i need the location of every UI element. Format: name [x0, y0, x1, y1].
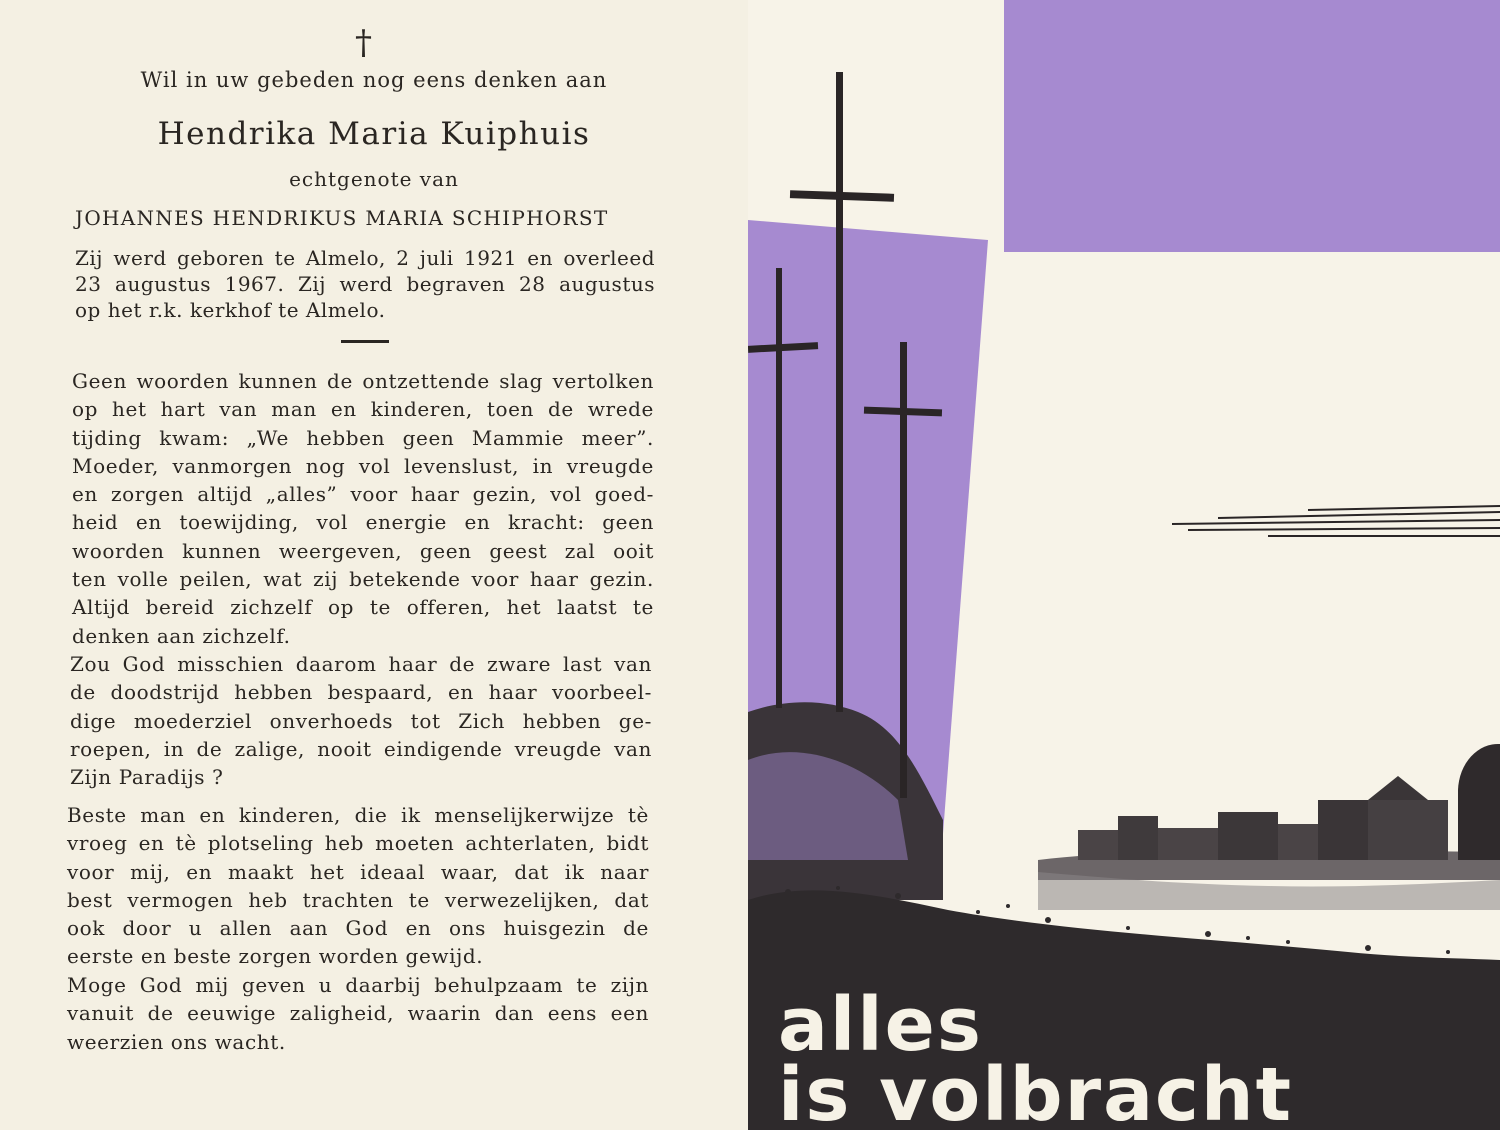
text-line: weerzien ons wacht. — [67, 1029, 286, 1054]
text-line: vroeg en tè plotseling heb moeten achterlaten, bidt — [67, 831, 649, 856]
text-line: de doodstrijd hebben bespaard, en haar voorbeel- — [70, 680, 652, 705]
intro-line: Wil in uw gebeden nog eens denken aan — [140, 68, 608, 92]
text-line: Altijd bereid zichzelf op te offeren, het laatst te — [72, 595, 654, 620]
text-line: Zij werd geboren te Almelo, 2 juli 1921 en overleed — [75, 246, 655, 270]
cover-title-line1: alles — [778, 982, 983, 1068]
text-line: ten volle peilen, wat zij betekende voor haar gezin. — [72, 567, 654, 592]
deceased-name: Hendrika Maria Kuiphuis — [157, 116, 591, 152]
text-line: Geen woorden kunnen de ontzettende slag vertolken — [72, 369, 654, 393]
paragraph-farewell — [67, 801, 649, 971]
calvary-illustration — [748, 0, 1500, 1130]
text-line: voor mij, en maakt het ideaal waar, dat ik naar — [67, 859, 649, 884]
dark-cloud — [1172, 506, 1500, 536]
cover-title-line2: is volbracht — [778, 1052, 1293, 1130]
divider-rule — [341, 340, 389, 343]
text-line: Beste man en kinderen, die ik menselijkerwijze tè — [67, 803, 649, 827]
text-line: roepen, in de zalige, nooit eindigende vreugde van — [70, 736, 652, 761]
text-line: Moeder, vanmorgen nog vol levenslust, in vreugde — [72, 453, 654, 478]
city-gate — [1218, 812, 1278, 860]
city-jerusalem — [1038, 744, 1500, 910]
left-cross-post — [776, 268, 782, 708]
text-line: heid en toewijding, vol energie en kracht: geen — [72, 510, 654, 535]
memorial-text-page — [0, 0, 748, 1130]
text-line: tijding kwam: „We hebben geen Mammie meer”. — [72, 425, 654, 450]
city-building — [1368, 800, 1448, 860]
text-line: 23 augustus 1967. Zij werd begraven 28 augustus — [75, 272, 655, 296]
text-line: eerste en beste zorgen worden gewijd. — [67, 944, 484, 969]
text-line: ook door u allen aan God en ons huisgezin de — [67, 916, 649, 941]
spouse-intro: echtgenote van — [289, 167, 459, 191]
text-line: dige moederziel onverhoeds tot Zich hebben ge- — [70, 708, 652, 733]
cross-symbol: † — [355, 23, 372, 63]
center-cross-post — [836, 72, 843, 712]
text-line: denken aan zichzelf. — [72, 623, 291, 648]
paragraph-grief — [72, 367, 654, 650]
birth-death-details — [75, 245, 655, 323]
text-line: op het hart van man en kinderen, toen de wrede — [72, 397, 654, 422]
spouse-name: JOHANNES HENDRIKUS MARIA SCHIPHORST — [75, 206, 609, 230]
paragraph-blessing — [67, 971, 649, 1056]
cover-illustration-page — [748, 0, 1500, 1130]
text-line: vanuit de eeuwige zaligheid, waarin dan eens een — [67, 1001, 649, 1026]
text-line: Zijn Paradijs ? — [70, 765, 224, 790]
city-wall — [1158, 828, 1228, 860]
city-tower — [1118, 816, 1158, 860]
text-line: woorden kunnen weergeven, geen geest zal ooit — [72, 538, 654, 563]
text-line: op het r.k. kerkhof te Almelo. — [75, 298, 386, 322]
text-line: Zou God misschien daarom haar de zware last van — [70, 652, 652, 676]
city-roof — [1368, 776, 1428, 800]
purple-block-top — [1004, 0, 1500, 252]
dome — [1458, 744, 1500, 860]
text-line: best vermogen heb trachten te verwezelijken, dat — [67, 887, 649, 912]
cover-title — [778, 982, 1293, 1130]
text-line: Moge God mij geven u daarbij behulpzaam te zijn — [67, 973, 649, 997]
text-line: en zorgen altijd „alles” voor haar gezin, vol goed- — [72, 482, 654, 507]
paragraph-paradise — [70, 650, 652, 791]
